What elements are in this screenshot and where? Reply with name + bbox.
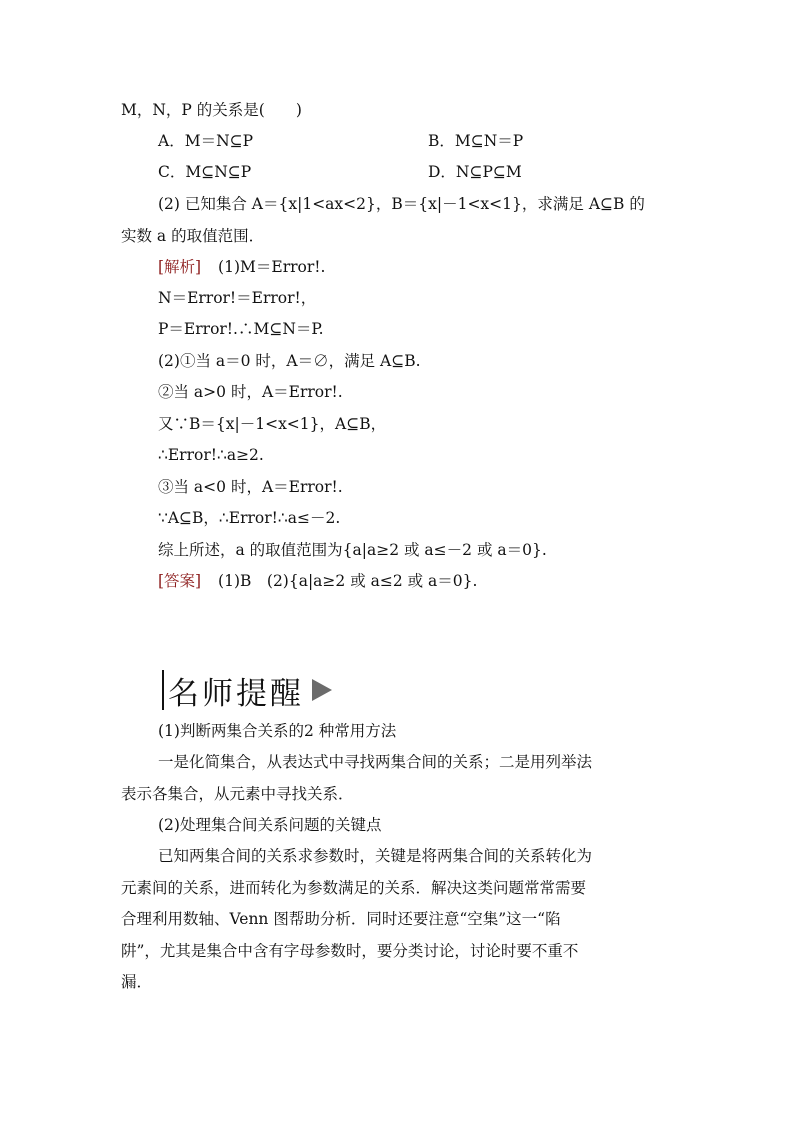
solution-line-5: ②当 a>0 时，A＝Error!. [158,383,343,401]
q2-line-1: (2) 已知集合 A＝{x|1<ax<2}，B＝{x|－1<x<1}，求满足 A⊆B 的 [158,195,645,213]
option-b: B．M⊆N＝P [428,132,524,150]
triangle-right-icon [312,679,332,701]
heading-bar [162,670,164,710]
solution-line-9: ∵A⊆B，∴Error!∴a≤－2. [158,509,341,527]
solution-tag: [解析] [158,258,202,276]
tip-para-2e: 漏． [121,973,153,991]
solution-line-6: 又∵B＝{x|－1<x<1}，A⊆B， [158,415,387,433]
tip-para-2c: 合理利用数轴、Venn 图帮助分析．同时还要注意“空集”这一“陷 [121,910,561,928]
tip-para-2b: 元素间的关系，进而转化为参数满足的关系．解决这类问题常常需要 [121,879,587,897]
solution-text-1: (1)M＝Error!. [218,258,326,276]
solution-line-7: ∴Error!∴a≥2. [158,446,264,464]
answer-text: (1)B (2){a|a≥2 或 a≤2 或 a＝0}. [218,572,478,590]
tip-heading-2: (2)处理集合间关系问题的关键点 [158,816,382,834]
option-a: A．M＝N⊆P [158,132,254,150]
tip-para-1a: 一是化简集合，从表达式中寻找两集合间的关系；二是用列举法 [158,753,593,771]
solution-line-3: P＝Error!.∴M⊆N＝P. [158,320,324,338]
solution-line-1 [158,257,325,277]
solution-line-8: ③当 a<0 时，A＝Error!. [158,478,343,496]
answer-tag: [答案] [158,572,202,590]
tips-heading-title: 名师提醒 [168,675,304,712]
solution-line-4: (2)①当 a＝0 时，A＝∅，满足 A⊆B. [158,352,421,370]
q1-stem: M，N，P 的关系是( ) [121,101,302,119]
solution-line-2: N＝Error!＝Error!， [158,289,317,307]
solution-line-10: 综上所述，a 的取值范围为{a|a≥2 或 a≤－2 或 a＝0}. [158,541,547,559]
tip-para-2a: 已知两集合间的关系求参数时，关键是将两集合间的关系转化为 [158,847,593,865]
tip-para-1b: 表示各集合，从元素中寻找关系． [121,785,354,803]
tips-heading [162,668,332,712]
tip-heading-1: (1)判断两集合关系的2 种常用方法 [158,722,397,740]
q2-line-2: 实数 a 的取值范围． [121,227,265,245]
tip-para-2d: 阱”，尤其是集合中含有字母参数时，要分类讨论，讨论时要不重不 [121,942,579,960]
answer-line [158,571,477,591]
option-d: D．N⊆P⊆M [428,163,522,181]
option-c: C．M⊆N⊆P [158,163,252,181]
